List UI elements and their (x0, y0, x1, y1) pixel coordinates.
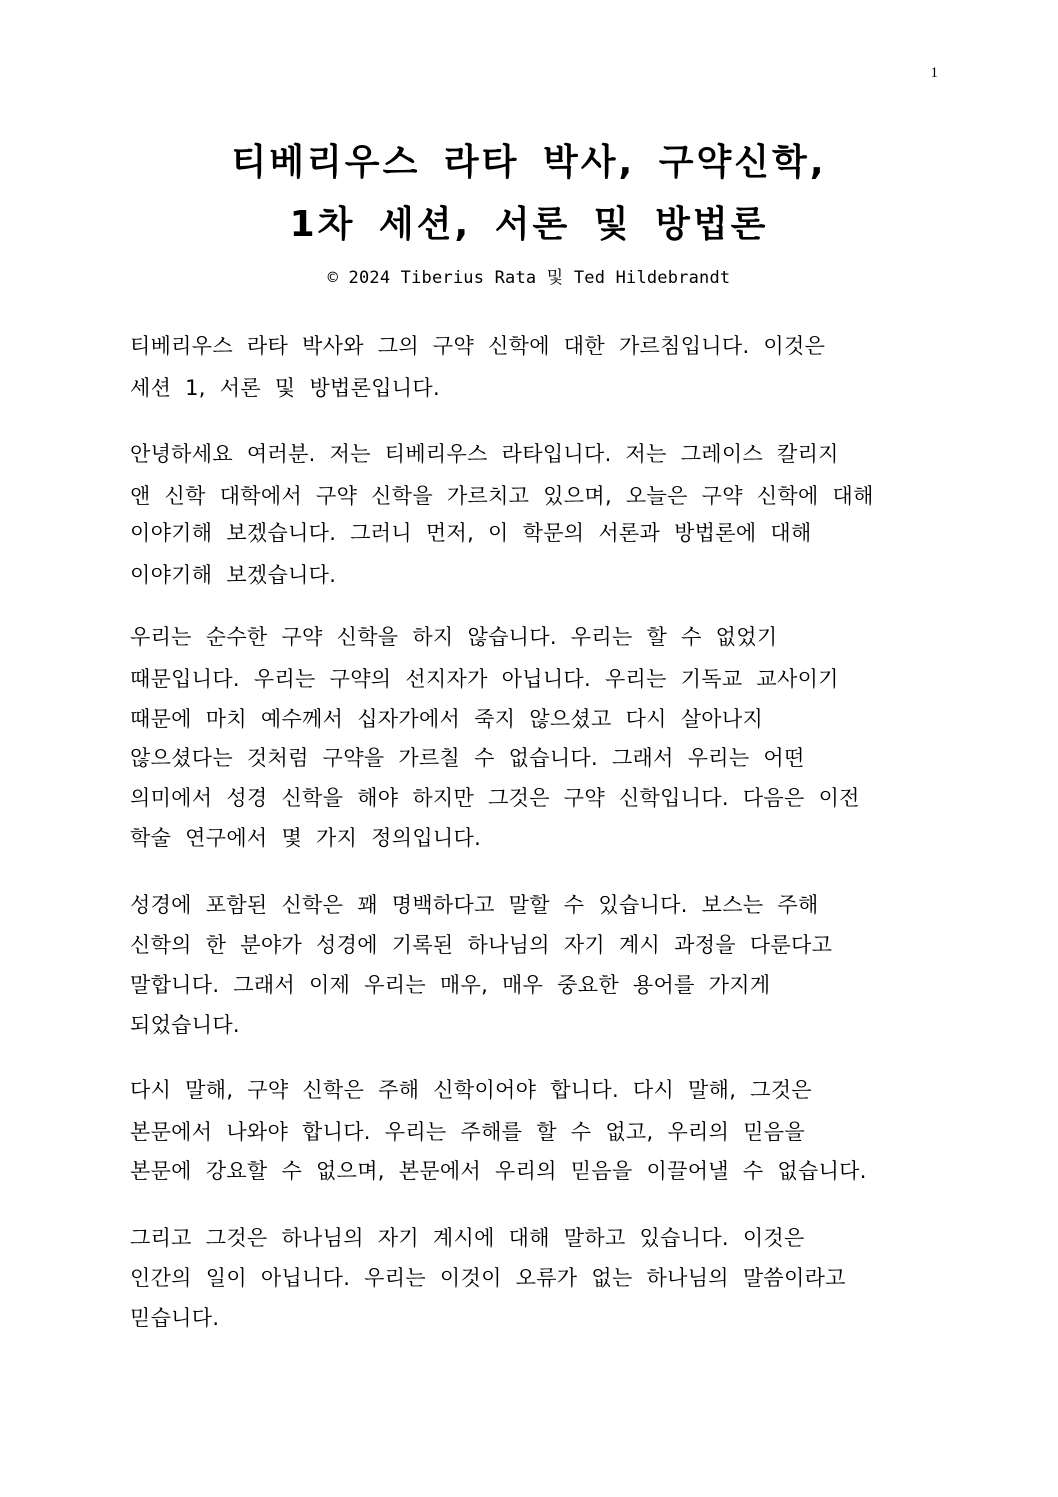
paragraph-line: 세션 1, 서론 및 방법론입니다. (130, 376, 440, 400)
paragraph-line: 신학의 한 분야가 성경에 기록된 하나님의 자기 계시 과정을 다룬다고 (130, 933, 833, 957)
title-line-2: 1차 세션, 서론 및 방법론 (289, 204, 769, 245)
paragraph-line: 성경에 포함된 신학은 꽤 명백하다고 말할 수 있습니다. 보스는 주해 (130, 893, 819, 917)
title-line-1: 티베리우스 라타 박사, 구약신학, (231, 142, 827, 183)
paragraph-line: 그리고 그것은 하나님의 자기 계시에 대해 말하고 있습니다. 이것은 (130, 1226, 805, 1250)
paragraph-line: 때문입니다. 우리는 구약의 선지자가 아닙니다. 우리는 기독교 교사이기 (130, 667, 839, 691)
paragraph-line: 안녕하세요 여러분. 저는 티베리우스 라타입니다. 저는 그레이스 칼리지 (130, 442, 839, 466)
paragraph-line: 말합니다. 그래서 이제 우리는 매우, 매우 중요한 용어를 가지게 (130, 973, 771, 997)
paragraph-line: 이야기해 보겠습니다. 그러니 먼저, 이 학문의 서론과 방법론에 대해 (130, 521, 812, 545)
paragraph-line: 본문에서 나와야 합니다. 우리는 주해를 할 수 없고, 우리의 믿음을 (130, 1120, 805, 1144)
paragraph-line: 우리는 순수한 구약 신학을 하지 않습니다. 우리는 할 수 없었기 (130, 625, 778, 649)
paragraph-line: 학술 연구에서 몇 가지 정의입니다. (130, 826, 482, 850)
paragraph-line: 되었습니다. (130, 1013, 240, 1037)
paragraph-line: 인간의 일이 아닙니다. 우리는 이것이 오류가 없는 하나님의 말씀이라고 (130, 1266, 846, 1290)
page-number: 1 (930, 65, 938, 81)
paragraph-line: 앤 신학 대학에서 구약 신학을 가르치고 있으며, 오늘은 구약 신학에 대해 (130, 484, 874, 508)
paragraph-line: 본문에 강요할 수 없으며, 본문에서 우리의 믿음을 이끌어낼 수 없습니다. (130, 1159, 867, 1183)
paragraph-line: 의미에서 성경 신학을 해야 하지만 그것은 구약 신학입니다. 다음은 이전 (130, 786, 860, 810)
paragraph-line: 다시 말해, 구약 신학은 주해 신학이어야 합니다. 다시 말해, 그것은 (130, 1078, 812, 1102)
paragraph-line: 이야기해 보겠습니다. (130, 563, 337, 587)
paragraph-line: 티베리우스 라타 박사와 그의 구약 신학에 대한 가르침입니다. 이것은 (130, 334, 826, 358)
copyright-notice: © 2024 Tiberius Rata 및 Ted Hildebrandt (327, 268, 731, 288)
paragraph-line: 믿습니다. (130, 1306, 220, 1330)
paragraph-line: 때문에 마치 예수께서 십자가에서 죽지 않으셨고 다시 살아나지 (130, 707, 764, 731)
paragraph-line: 않으셨다는 것처럼 구약을 가르칠 수 없습니다. 그래서 우리는 어떤 (130, 746, 805, 770)
